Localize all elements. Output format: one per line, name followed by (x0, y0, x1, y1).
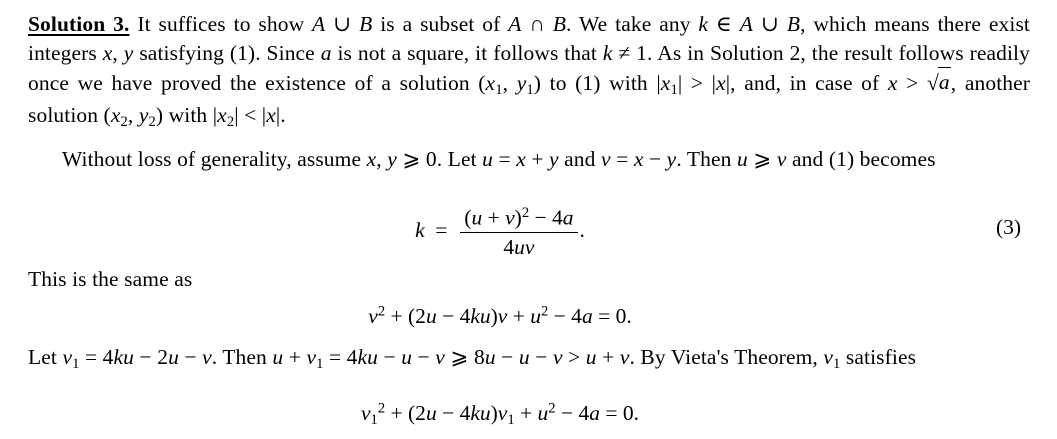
equation-v1-squared (0, 400, 1000, 429)
equation-3-denominator: 4uv (503, 234, 535, 259)
solution-3-heading: Solution 3. (28, 12, 130, 36)
equation-3-display (0, 205, 1000, 260)
equation-v-squared-body: $v^2 + (2u - 4ku)v + u^2 - 4a = 0$. (368, 303, 632, 328)
vieta-paragraph (28, 343, 1030, 375)
equation-3-number-label: (3) (996, 215, 1022, 239)
vieta-text: Let v1 = 4ku − 2u − v. Then u + v1 = 4ku − u − v ⩾ 8u − u − v > u + v. By Vieta's Theorem, v1 satisfies (28, 345, 917, 373)
same-as-text: This is the same as (28, 267, 193, 291)
solution-3-paragraph (28, 10, 1030, 133)
equation-3-number (996, 215, 1021, 240)
wlog-paragraph (28, 145, 1030, 174)
wlog-text: Without loss of generality, assume x, y ⩾ 0. Let u = x + y and v = x − y. Then u ⩾ v and (1) becomes (62, 147, 936, 171)
same-as-paragraph (28, 265, 1030, 294)
equation-3-body: k = $\frac{(u + v)^2 - 4a}{4uv}$ . (415, 205, 585, 259)
equation-3-numerator: $(u + v)^2 - 4a$ (460, 205, 577, 233)
equation-v-squared (0, 303, 1000, 329)
equation-v1-squared-body: $v1^2 + (2u - 4ku)v1 + u^2 - 4a = 0$. (360, 400, 640, 428)
solution-3-line-1: It suffices to show A ∪ B is a subset of A ∩ B. We take any k ∈ A ∪ B, which means there exist integers x, y satisfying (1). Since a is not a square, it follows that k ≠ 1. As in Solution 2, the result follows readily once we have proved the existence of a solution (x1, y1) to (1) with |x1| > |x|, and, in case of x > √a, another solution (x2, y2) with |x2| < |x|. (28, 12, 1031, 131)
